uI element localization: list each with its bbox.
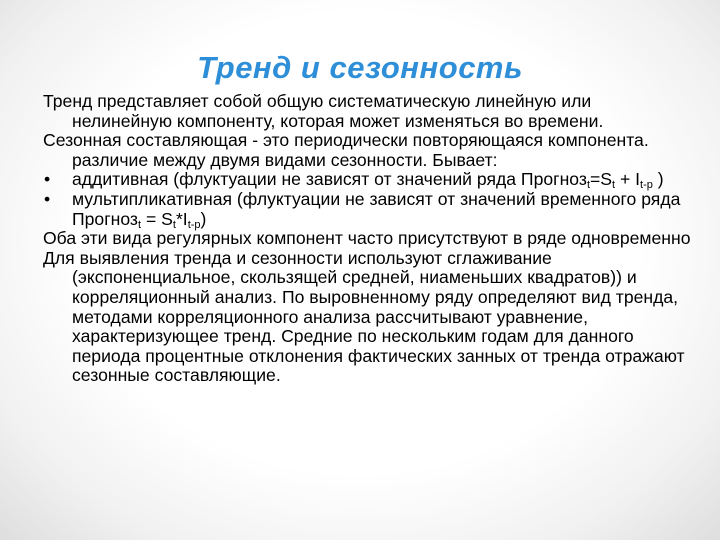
formula-part: ) [652,169,664,190]
subscript: t [586,179,590,192]
formula-part: = S [141,208,173,229]
methods-paragraph: Для выявления тренда и сезонности используют сглаживание (экспоненциальное, скользящей средней, ниаменьших квадратов)) и корреляционный анализ. По выровненному ряду определяют вид тренда, методами корреляционного анализа рассчитывают уравнение, характеризующее тренд. Средние по нескольким годам для данного периода процентные отклонения фактических занных от тренда отражают сезонные составляющие. [43,247,685,386]
multiplicative-text [72,190,693,229]
trend-paragraph: Тренд представляет собой общую систематическую линейную или нелинейную компоненту, которая может изменяться во времени. [43,91,604,131]
bullet-marker: • [44,169,51,190]
multiplicative-bullet [43,190,693,229]
additive-description: аддитивная (флуктуации не зависят от значений ряда Прогноз [72,169,587,190]
subscript: t [172,218,176,231]
formula-part: *I [175,208,188,229]
subscript: t-p [640,179,653,192]
additive-bullet [43,170,693,190]
slide-body [43,92,693,386]
subscript: t [612,179,616,192]
subscript: t-p [187,218,201,231]
bullet-marker: • [44,188,51,209]
combined-paragraph: Оба эти вида регулярных компонент часто присутствуют в ряде одновременно [43,228,691,249]
additive-text [72,170,693,190]
multiplicative-description: мультипликативная (флуктуации не зависят от значений временного ряда Прогноз [72,188,681,229]
formula-part: =S [590,169,613,190]
slide-title: Тренд и сезонность [197,50,523,85]
seasonal-paragraph: Сезонная составляющая - это периодически повторяющаяся компонента. различие между двумя видами сезонности. Бывает: [43,130,649,170]
subscript: t [138,218,142,231]
formula-part: ) [200,208,207,229]
formula-part: + I [615,169,641,190]
